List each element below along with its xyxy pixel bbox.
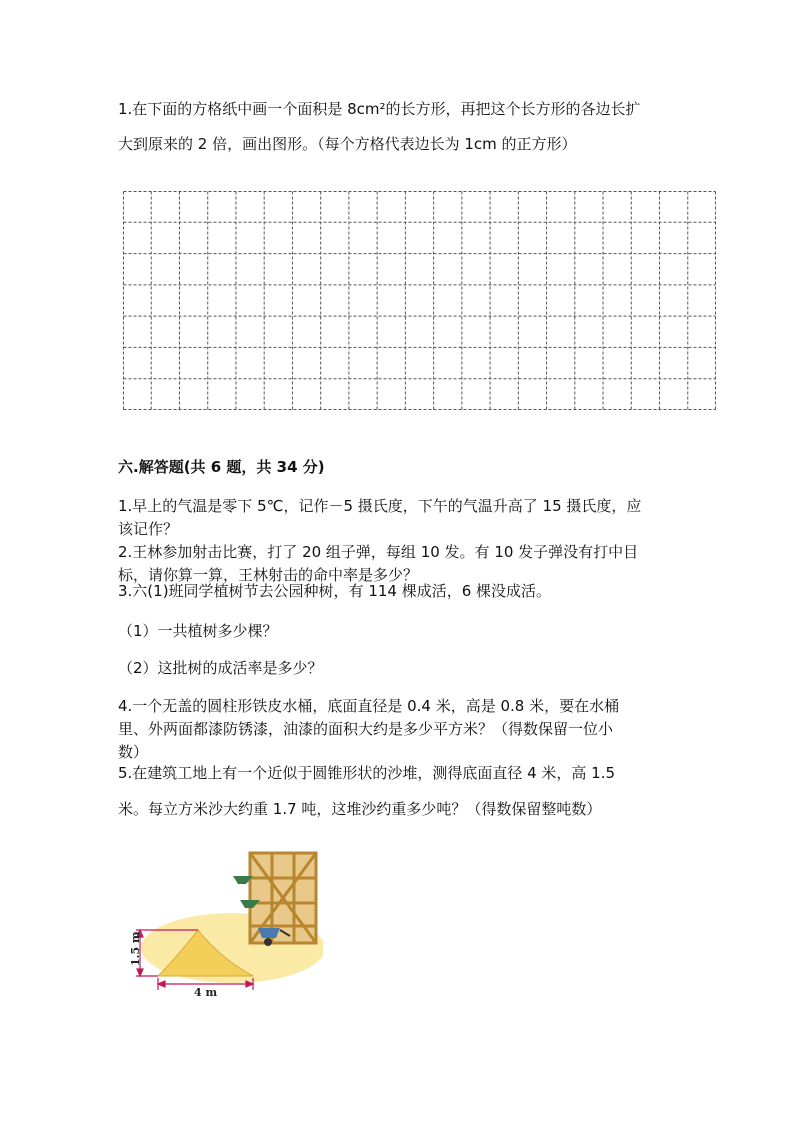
q4-line2: 里、外两面都漆防锈漆，油漆的面积大约是多少平方米？（得数保留一位小 <box>118 720 614 738</box>
q5-line2: 米。每立方米沙大约重 1.7 吨，这堆沙约重多少吨？（得数保留整吨数） <box>118 800 602 818</box>
q4-line1: 4.一个无盖的圆柱形铁皮水桶，底面直径是 0.4 米，高是 0.8 米，要在水桶 <box>118 697 620 715</box>
q3-sub1: （1）一共植树多少棵？ <box>118 622 278 640</box>
q2-line2: 标，请你算一算，王林射击的命中率是多少？ <box>118 566 419 584</box>
q1-line1: 1.早上的气温是零下 5℃，记作－5 摄氏度，下午的气温升高了 15 摄氏度，应 <box>118 497 642 515</box>
sand-pile-illustration <box>128 848 323 998</box>
grid-paper <box>123 191 716 410</box>
q5-line1: 5.在建筑工地上有一个近似于圆锥形状的沙堆，测得底面直径 4 米，高 1.5 <box>118 764 616 782</box>
q1-line2: 该记作？ <box>118 520 179 538</box>
q4-line3: 数） <box>118 743 149 761</box>
problem1-line2: 大到原来的 2 倍，画出图形。（每个方格代表边长为 1cm 的正方形） <box>118 135 577 153</box>
q3-sub2: （2）这批树的成活率是多少？ <box>118 659 323 677</box>
q2-line1: 2.王林参加射击比赛，打了 20 组子弹，每组 10 发。有 10 发子弹没有打中目 <box>118 543 639 561</box>
diameter-label: 4 m <box>194 986 218 998</box>
q3-line1: 3.六(1)班同学植树节去公园种树，有 114 棵成活，6 棵没成活。 <box>118 582 552 600</box>
section-title: 六.解答题(共 6 题，共 34 分) <box>118 458 325 476</box>
problem1-line1: 1.在下面的方格纸中画一个面积是 8cm²的长方形，再把这个长方形的各边长扩 <box>118 100 641 118</box>
height-label: 1.5 m <box>129 931 142 966</box>
sand-pile-picture <box>128 848 323 998</box>
grid-paper-lines <box>123 191 716 410</box>
